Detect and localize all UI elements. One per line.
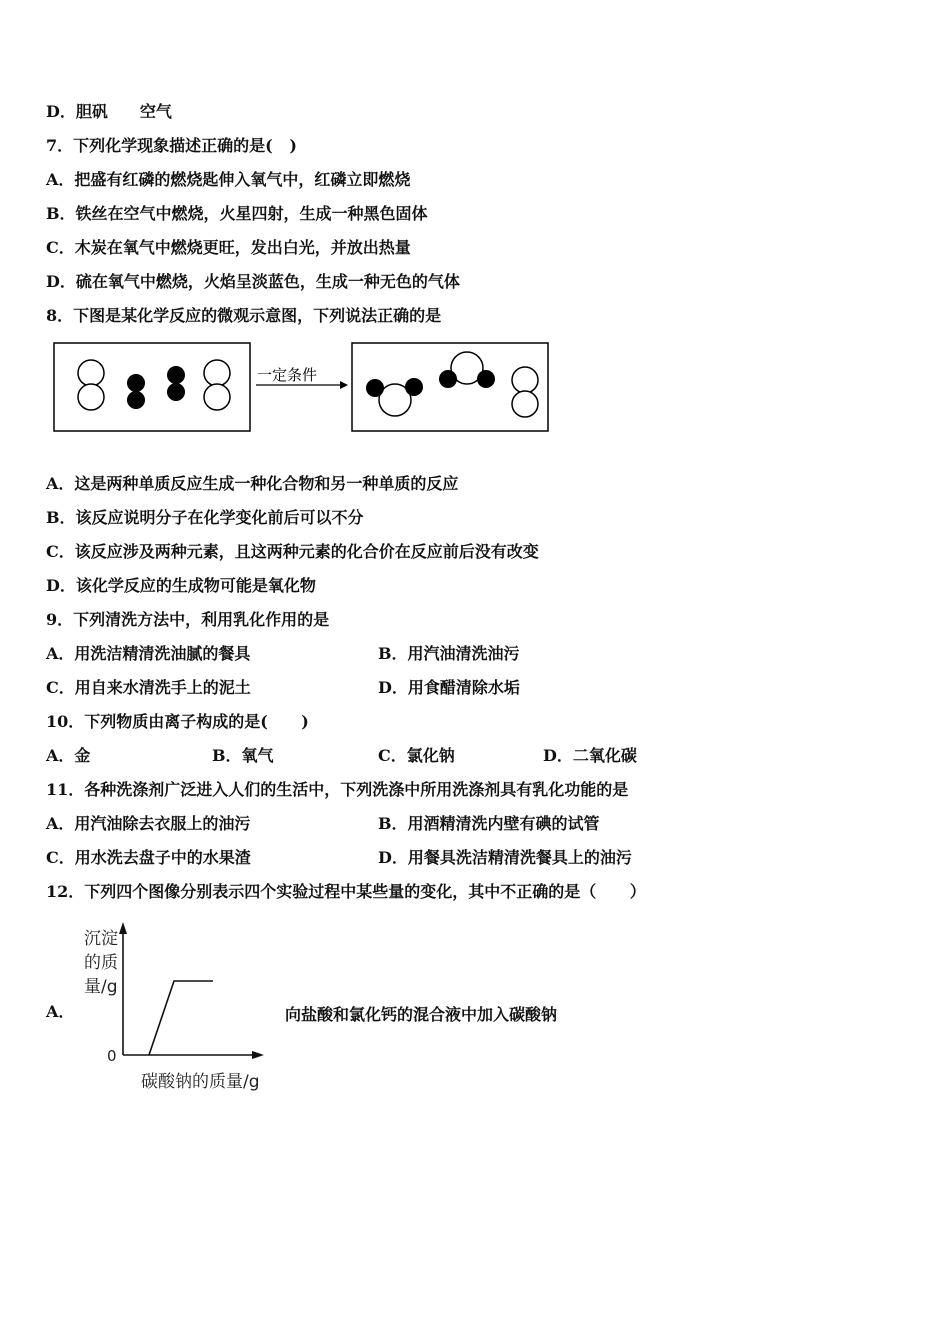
q7-option-a: A．把盛有红磷的燃烧匙伸入氧气中，红磷立即燃烧 (46, 170, 411, 189)
q12-option-a-letter: A． (46, 1002, 75, 1021)
q7-option-c: C．木炭在氧气中燃烧更旺，发出白光，并放出热量 (46, 238, 411, 257)
q10-option-b: B．氧气 (212, 746, 274, 765)
q12-stem: 12．下列四个图像分别表示四个实验过程中某些量的变化，其中不正确的是（ ） (46, 882, 646, 901)
arrow-head (340, 381, 348, 389)
q8-option-d: D．该化学反应的生成物可能是氧化物 (46, 576, 316, 595)
q8-option-c: C．该反应涉及两种元素，且这两种元素的化合价在反应前后没有改变 (46, 542, 539, 561)
q9-stem: 9．下列清洗方法中，利用乳化作用的是 (46, 610, 330, 629)
q7-stem: 7．下列化学现象描述正确的是( ) (46, 136, 297, 155)
q8-option-a: A．这是两种单质反应生成一种化合物和另一种单质的反应 (46, 474, 459, 493)
q11-option-c: C．用水洗去盘子中的水果渣 (46, 848, 251, 867)
q9-option-d: D．用食醋清除水垢 (378, 678, 520, 697)
q9-option-b: B．用汽油清洗油污 (378, 644, 520, 663)
q12-option-a-description: 向盐酸和氯化钙的混合液中加入碳酸钠 (285, 1005, 558, 1024)
y-axis-label-line-2: 的质 (84, 953, 118, 973)
origin-label: 0 (107, 1047, 117, 1065)
q8-stem: 8．下图是某化学反应的微观示意图，下列说法正确的是 (46, 306, 442, 325)
q7-option-d: D．硫在氧气中燃烧，火焰呈淡蓝色，生成一种无色的气体 (46, 272, 460, 291)
precipitate-curve (149, 981, 213, 1055)
y-axis-arrow (119, 922, 127, 934)
q9-option-c: C．用自来水清洗手上的泥土 (46, 678, 251, 697)
y-axis-label-line-1: 沉淀 (84, 929, 118, 949)
arrow-condition-label: 一定条件 (257, 366, 318, 384)
precipitate-graph (76, 918, 286, 1098)
x-axis-label: 碳酸钠的质量/g (141, 1072, 260, 1092)
q6-option-d: D．胆矾 空气 (46, 102, 172, 121)
q10-stem: 10．下列物质由离子构成的是( ) (46, 712, 309, 731)
reaction-diagram (50, 338, 555, 438)
q10-option-a: A．金 (46, 746, 91, 765)
q7-option-b: B．铁丝在空气中燃烧，火星四射，生成一种黑色固体 (46, 204, 428, 223)
q11-option-a: A．用汽油除去衣服上的油污 (46, 814, 251, 833)
q9-option-a: A．用洗洁精清洗油腻的餐具 (46, 644, 251, 663)
q11-stem: 11．各种洗涤剂广泛进入人们的生活中，下列洗涤中所用洗涤剂具有乳化功能的是 (46, 780, 629, 799)
y-axis-label-line-3: 量/g (84, 977, 118, 997)
q10-option-d: D．二氧化碳 (543, 746, 637, 765)
q11-option-b: B．用酒精清洗内壁有碘的试管 (378, 814, 600, 833)
q10-option-c: C．氯化钠 (378, 746, 455, 765)
q11-option-d: D．用餐具洗洁精清洗餐具上的油污 (378, 848, 632, 867)
x-axis-arrow (252, 1051, 264, 1059)
q8-option-b: B．该反应说明分子在化学变化前后可以不分 (46, 508, 364, 527)
